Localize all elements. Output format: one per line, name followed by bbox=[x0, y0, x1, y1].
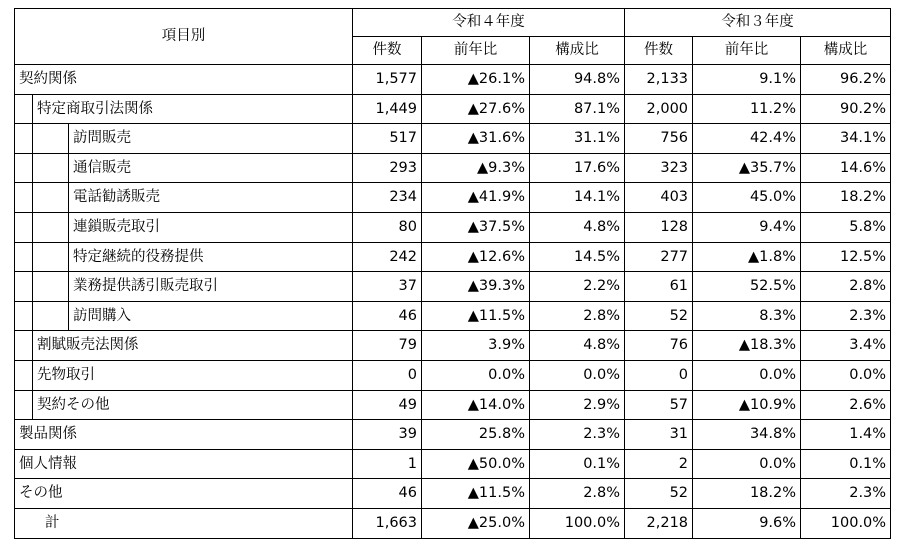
r4-yoy: ▲26.1% bbox=[422, 65, 530, 95]
r4-count: 234 bbox=[353, 183, 422, 213]
indent-cell bbox=[15, 124, 33, 154]
r3-share: 14.6% bbox=[801, 153, 891, 183]
row-label: 業務提供誘引販売取引 bbox=[69, 272, 353, 302]
row-label: 先物取引 bbox=[33, 360, 353, 390]
r4-count: 79 bbox=[353, 331, 422, 361]
r4-share: 2.8% bbox=[530, 301, 625, 331]
r3-yoy: 0.0% bbox=[693, 360, 801, 390]
r3-share: 5.8% bbox=[801, 212, 891, 242]
r4-yoy: ▲41.9% bbox=[422, 183, 530, 213]
indent-cell bbox=[15, 360, 33, 390]
r4-count: 1,577 bbox=[353, 65, 422, 95]
total-row bbox=[15, 508, 891, 538]
indent-cell bbox=[15, 390, 33, 420]
r3-count: 0 bbox=[625, 360, 693, 390]
r4-share: 2.8% bbox=[530, 479, 625, 509]
r4-yoy: ▲39.3% bbox=[422, 272, 530, 302]
r3-count: 128 bbox=[625, 212, 693, 242]
r4-share: 14.5% bbox=[530, 242, 625, 272]
year-r3-header: 令和３年度 bbox=[625, 9, 891, 37]
indent-cell bbox=[15, 272, 33, 302]
table-row bbox=[15, 124, 891, 154]
table-row bbox=[15, 94, 891, 124]
table-row bbox=[15, 390, 891, 420]
indent-cell bbox=[33, 124, 69, 154]
indent-cell bbox=[15, 301, 33, 331]
r3-yoy: 34.8% bbox=[693, 420, 801, 450]
r3-yoy: 9.1% bbox=[693, 65, 801, 95]
r4-yoy: ▲12.6% bbox=[422, 242, 530, 272]
indent-cell bbox=[15, 153, 33, 183]
indent-cell bbox=[15, 183, 33, 213]
table-row bbox=[15, 242, 891, 272]
r4-yoy: ▲11.5% bbox=[422, 301, 530, 331]
r3-share: 90.2% bbox=[801, 94, 891, 124]
table-body bbox=[15, 65, 891, 539]
r4-count: 517 bbox=[353, 124, 422, 154]
r4-count: 1,449 bbox=[353, 94, 422, 124]
row-label: 電話勧誘販売 bbox=[69, 183, 353, 213]
r4-yoy: 25.8% bbox=[422, 420, 530, 450]
r4-share: 17.6% bbox=[530, 153, 625, 183]
table-row bbox=[15, 153, 891, 183]
r4-yoy: ▲27.6% bbox=[422, 94, 530, 124]
r4-share: 0.0% bbox=[530, 360, 625, 390]
r4-share: 2.3% bbox=[530, 420, 625, 450]
r3-count: 76 bbox=[625, 331, 693, 361]
r3-share: 34.1% bbox=[801, 124, 891, 154]
r4-share: 4.8% bbox=[530, 212, 625, 242]
consultation-stats-table bbox=[14, 8, 891, 539]
r4-count: 293 bbox=[353, 153, 422, 183]
r3-share: 3.4% bbox=[801, 331, 891, 361]
table-row bbox=[15, 479, 891, 509]
r4-count: 46 bbox=[353, 301, 422, 331]
r3-yoy: 8.3% bbox=[693, 301, 801, 331]
indent-cell bbox=[15, 212, 33, 242]
r3-count: 2,133 bbox=[625, 65, 693, 95]
r4-share: 100.0% bbox=[530, 508, 625, 538]
r3-yoy: 11.2% bbox=[693, 94, 801, 124]
r3-yoy: 9.4% bbox=[693, 212, 801, 242]
r3-count-header: 件数 bbox=[625, 37, 693, 65]
r3-share: 2.8% bbox=[801, 272, 891, 302]
r3-count: 323 bbox=[625, 153, 693, 183]
row-label: 特定商取引法関係 bbox=[33, 94, 353, 124]
r3-count: 277 bbox=[625, 242, 693, 272]
year-r4-header: 令和４年度 bbox=[353, 9, 625, 37]
row-label: 製品関係 bbox=[15, 420, 353, 450]
r4-share: 31.1% bbox=[530, 124, 625, 154]
r3-yoy: 18.2% bbox=[693, 479, 801, 509]
row-label: その他 bbox=[15, 479, 353, 509]
r3-share: 0.1% bbox=[801, 449, 891, 479]
r3-count: 57 bbox=[625, 390, 693, 420]
r3-yoy: ▲18.3% bbox=[693, 331, 801, 361]
r4-share: 87.1% bbox=[530, 94, 625, 124]
r3-yoy: 0.0% bbox=[693, 449, 801, 479]
table-row bbox=[15, 449, 891, 479]
row-label: 個人情報 bbox=[15, 449, 353, 479]
r4-count: 1,663 bbox=[353, 508, 422, 538]
r3-count: 2,218 bbox=[625, 508, 693, 538]
indent-cell bbox=[15, 242, 33, 272]
r3-count: 61 bbox=[625, 272, 693, 302]
r4-count: 46 bbox=[353, 479, 422, 509]
r4-share: 2.9% bbox=[530, 390, 625, 420]
r3-share: 2.3% bbox=[801, 479, 891, 509]
indent-cell bbox=[33, 153, 69, 183]
row-label: 通信販売 bbox=[69, 153, 353, 183]
total-label: 計 bbox=[15, 508, 353, 538]
table-row bbox=[15, 183, 891, 213]
item-column-header: 項目別 bbox=[15, 9, 353, 65]
r3-share: 0.0% bbox=[801, 360, 891, 390]
r4-yoy: ▲11.5% bbox=[422, 479, 530, 509]
table-row bbox=[15, 65, 891, 95]
r3-share: 2.3% bbox=[801, 301, 891, 331]
r4-yoy: ▲14.0% bbox=[422, 390, 530, 420]
r4-count: 49 bbox=[353, 390, 422, 420]
row-label: 割賦販売法関係 bbox=[33, 331, 353, 361]
r3-count: 2 bbox=[625, 449, 693, 479]
r4-count: 39 bbox=[353, 420, 422, 450]
indent-cell bbox=[33, 183, 69, 213]
r4-yoy: ▲50.0% bbox=[422, 449, 530, 479]
r4-yoy: ▲25.0% bbox=[422, 508, 530, 538]
r4-count: 80 bbox=[353, 212, 422, 242]
r3-count: 52 bbox=[625, 479, 693, 509]
r3-yoy: 9.6% bbox=[693, 508, 801, 538]
r3-yoy: 45.0% bbox=[693, 183, 801, 213]
r3-yoy: ▲35.7% bbox=[693, 153, 801, 183]
r4-yoy-header: 前年比 bbox=[422, 37, 530, 65]
r4-share: 14.1% bbox=[530, 183, 625, 213]
r4-share: 2.2% bbox=[530, 272, 625, 302]
table-header bbox=[15, 9, 891, 65]
row-label: 訪問購入 bbox=[69, 301, 353, 331]
r4-yoy: ▲37.5% bbox=[422, 212, 530, 242]
table-row bbox=[15, 272, 891, 302]
r4-share-header: 構成比 bbox=[530, 37, 625, 65]
r4-yoy: ▲31.6% bbox=[422, 124, 530, 154]
r3-yoy: 42.4% bbox=[693, 124, 801, 154]
r3-count: 52 bbox=[625, 301, 693, 331]
r4-yoy: ▲9.3% bbox=[422, 153, 530, 183]
r3-count: 756 bbox=[625, 124, 693, 154]
r3-count: 2,000 bbox=[625, 94, 693, 124]
indent-cell bbox=[15, 331, 33, 361]
table-row bbox=[15, 420, 891, 450]
indent-cell bbox=[33, 242, 69, 272]
r4-share: 4.8% bbox=[530, 331, 625, 361]
r3-share: 1.4% bbox=[801, 420, 891, 450]
r4-count: 0 bbox=[353, 360, 422, 390]
row-label: 訪問販売 bbox=[69, 124, 353, 154]
r4-count-header: 件数 bbox=[353, 37, 422, 65]
indent-cell bbox=[33, 301, 69, 331]
r3-yoy: ▲10.9% bbox=[693, 390, 801, 420]
r4-share: 94.8% bbox=[530, 65, 625, 95]
r4-count: 37 bbox=[353, 272, 422, 302]
r3-count: 31 bbox=[625, 420, 693, 450]
r3-share: 12.5% bbox=[801, 242, 891, 272]
r3-share: 18.2% bbox=[801, 183, 891, 213]
r4-yoy: 3.9% bbox=[422, 331, 530, 361]
indent-cell bbox=[15, 94, 33, 124]
r3-yoy: 52.5% bbox=[693, 272, 801, 302]
r3-count: 403 bbox=[625, 183, 693, 213]
r4-count: 242 bbox=[353, 242, 422, 272]
table-row bbox=[15, 360, 891, 390]
indent-cell bbox=[33, 212, 69, 242]
table-row bbox=[15, 212, 891, 242]
indent-cell bbox=[33, 272, 69, 302]
row-label: 契約その他 bbox=[33, 390, 353, 420]
r3-yoy-header: 前年比 bbox=[693, 37, 801, 65]
r4-yoy: 0.0% bbox=[422, 360, 530, 390]
table-row bbox=[15, 301, 891, 331]
r3-share-header: 構成比 bbox=[801, 37, 891, 65]
r3-share: 2.6% bbox=[801, 390, 891, 420]
r4-count: 1 bbox=[353, 449, 422, 479]
r3-yoy: ▲1.8% bbox=[693, 242, 801, 272]
r4-share: 0.1% bbox=[530, 449, 625, 479]
row-label: 契約関係 bbox=[15, 65, 353, 95]
r3-share: 96.2% bbox=[801, 65, 891, 95]
table-row bbox=[15, 331, 891, 361]
row-label: 連鎖販売取引 bbox=[69, 212, 353, 242]
r3-share: 100.0% bbox=[801, 508, 891, 538]
row-label: 特定継続的役務提供 bbox=[69, 242, 353, 272]
